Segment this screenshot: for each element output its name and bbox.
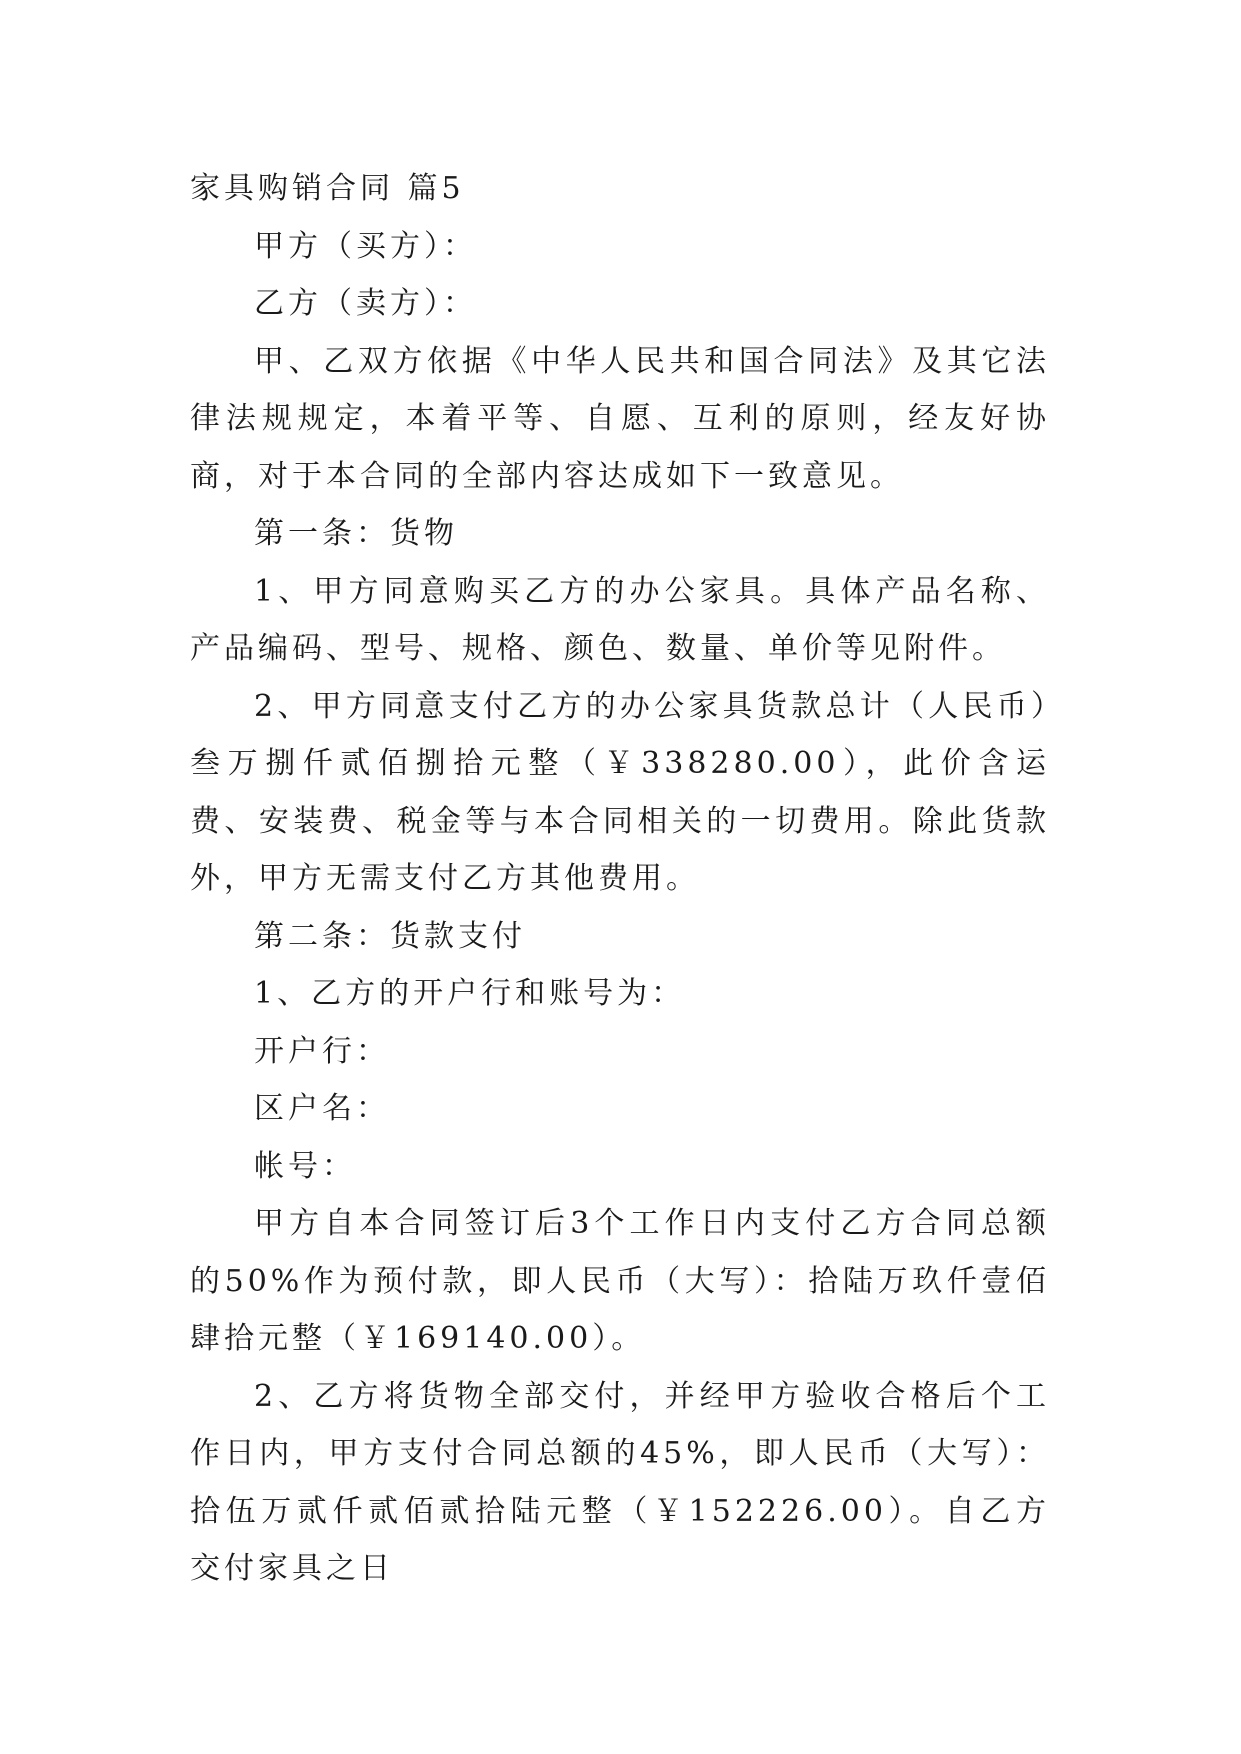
account-number-line: 帐号： [254,1148,356,1184]
party-b-line: 乙方（卖方）： [254,286,477,321]
bank-name-line: 开户行： [254,1033,390,1069]
article-2-clause-2: 2、乙方将货物全部交付，并经甲方验收合格后个工作日内，甲方支付合同总额的45%，即人民币（大写）：拾伍万贰仟贰佰贰拾陆元整（￥152226.00）。自乙方交付家具之日 [190,1378,1050,1586]
preamble-paragraph: 甲、乙双方依据《中华人民共和国合同法》及其它法律法规规定，本着平等、自愿、互利的原则，经友好协商，对于本合同的全部内容达成如下一致意见。 [190,343,1050,494]
article-1-heading: 第一条：货物 [254,516,458,551]
prepayment-paragraph: 甲方自本合同签订后3个工作日内支付乙方合同总额的50%作为预付款，即人民币（大写）：拾陆万玖仟壹佰肆拾元整（￥169140.00）。 [190,1206,1050,1356]
article-1-clause-2: 2、甲方同意支付乙方的办公家具货款总计（人民币）叁万捌仟贰佰捌拾元整（￥338280.00），此价含运费、安装费、税金等与本合同相关的一切费用。除此货款外，甲方无需支付乙方其他费用。 [190,688,1050,896]
document-body [190,160,1050,1598]
party-a-line: 甲方（买方）： [254,228,477,264]
document-title: 家具购销合同 篇5 [190,171,465,206]
article-2-clause-1: 1、乙方的开户行和账号为： [254,976,686,1011]
account-name-line: 区户名： [254,1091,390,1126]
article-1-clause-1: 1、甲方同意购买乙方的办公家具。具体产品名称、产品编码、型号、规格、颜色、数量、单价等见附件。 [190,573,1050,666]
article-2-heading: 第二条：货款支付 [254,918,526,954]
